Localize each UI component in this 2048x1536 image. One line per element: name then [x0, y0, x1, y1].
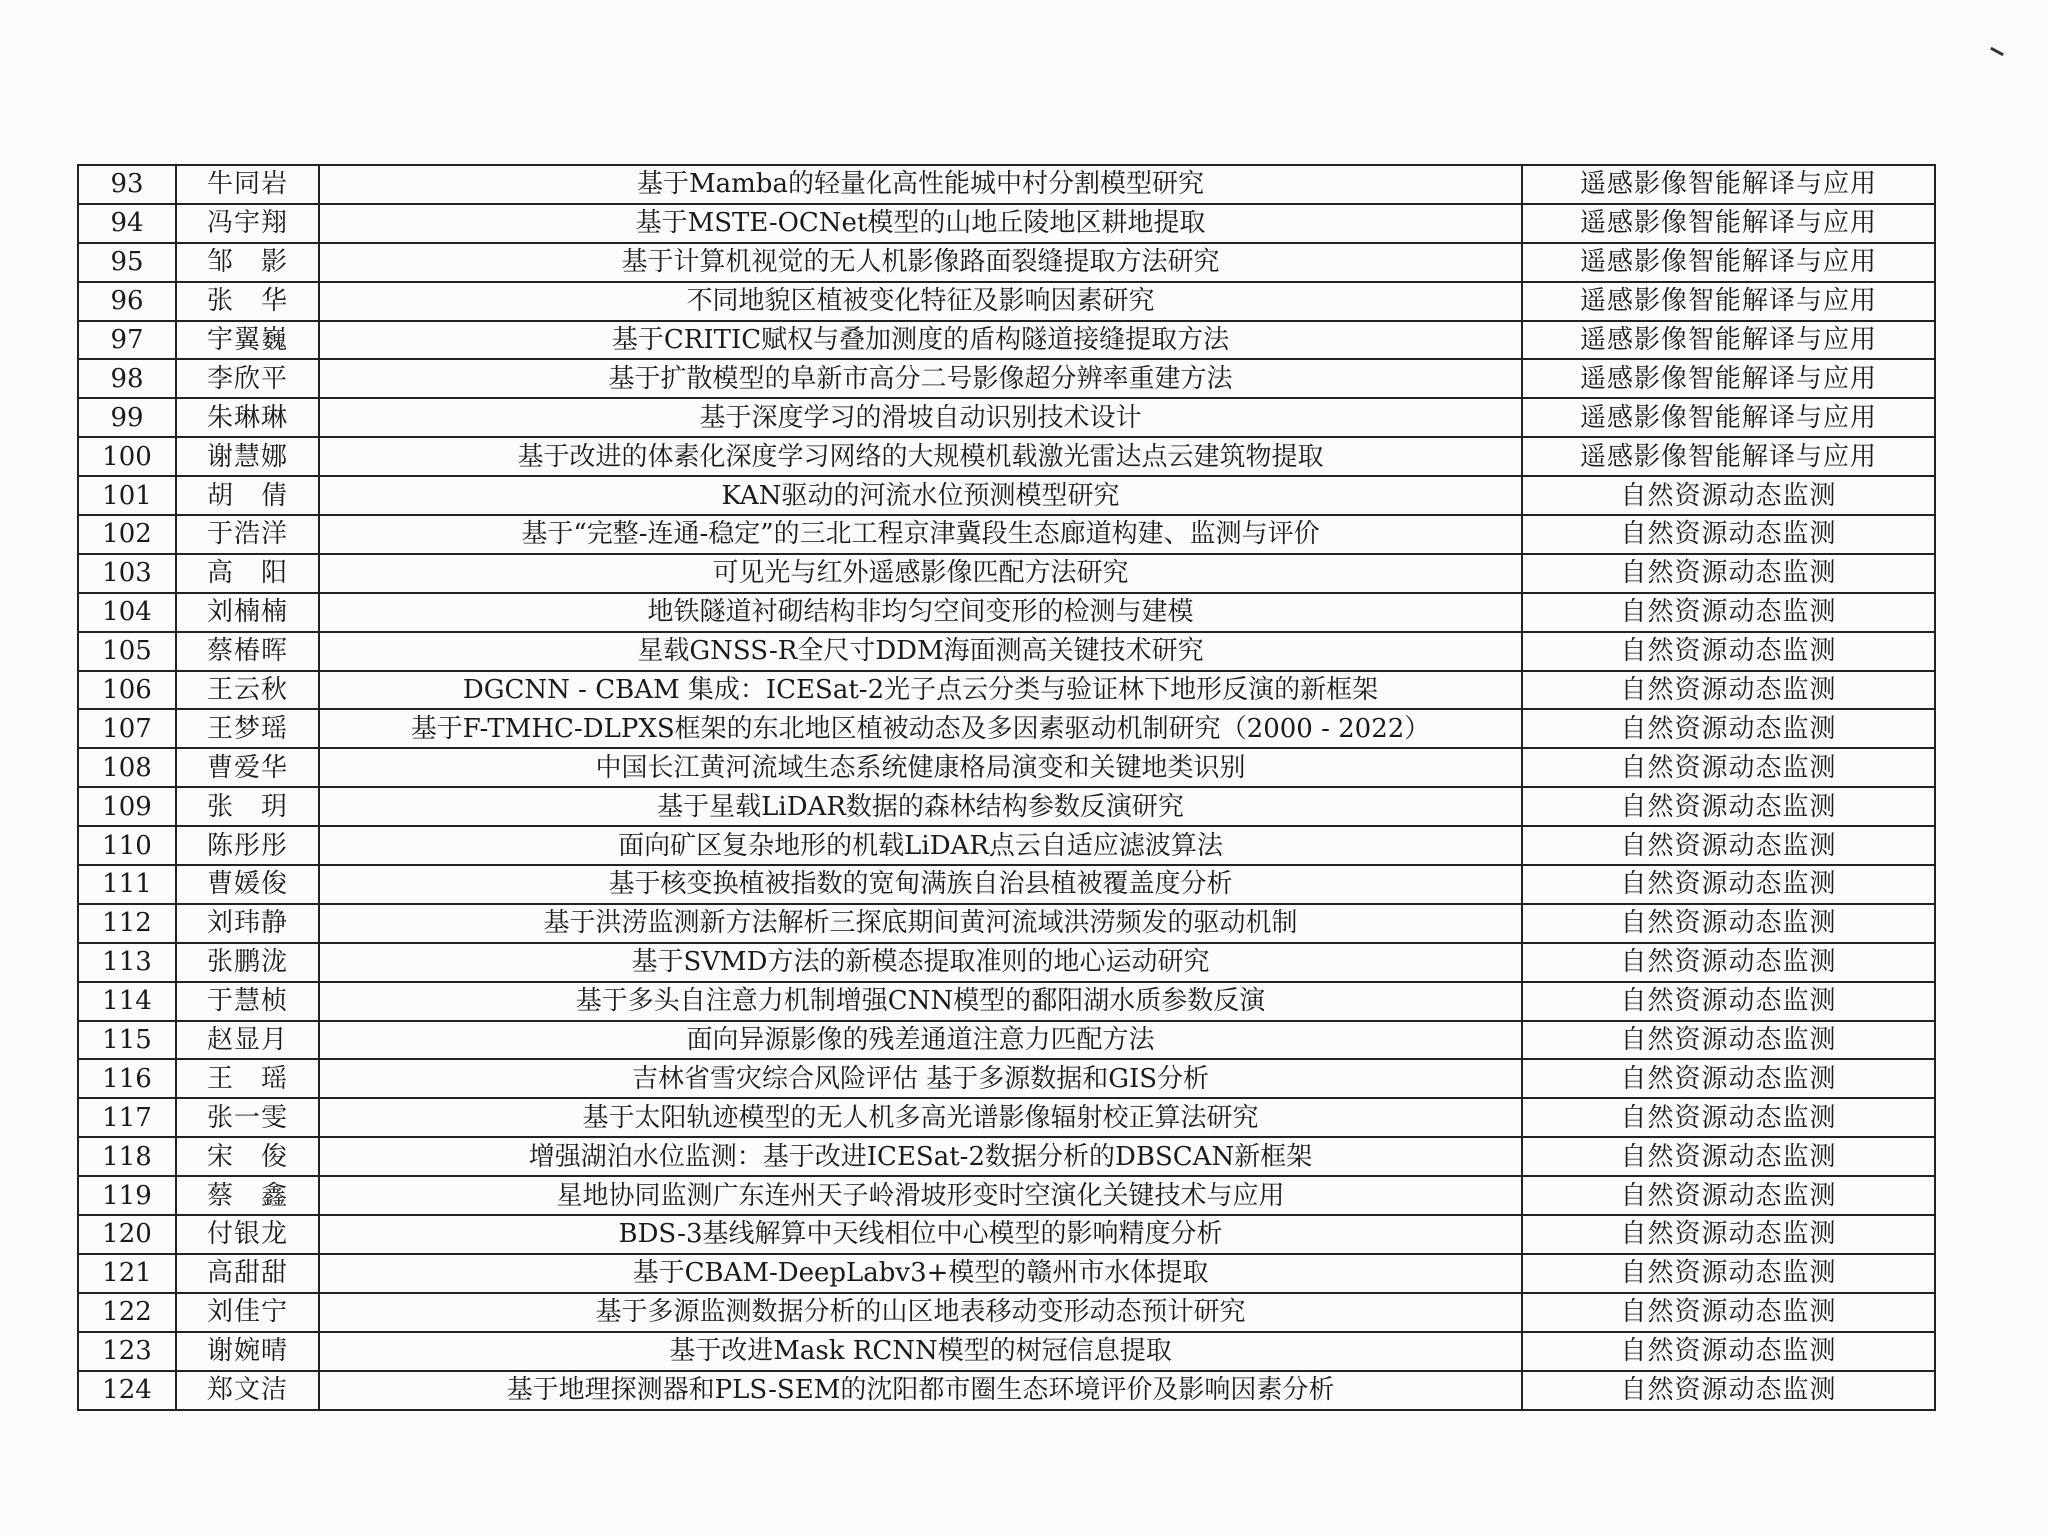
author-name: 邹 影 — [176, 243, 319, 282]
category-label: 遥感影像智能解译与应用 — [1522, 282, 1935, 321]
table-row — [78, 1098, 1935, 1137]
author-name: 张鹏泷 — [176, 943, 319, 982]
row-number: 107 — [78, 709, 176, 748]
row-number: 106 — [78, 671, 176, 710]
author-name: 宇翼巍 — [176, 321, 319, 360]
row-number: 109 — [78, 787, 176, 826]
table-row — [78, 904, 1935, 943]
author-name: 于慧桢 — [176, 982, 319, 1021]
row-number: 123 — [78, 1332, 176, 1371]
table-row — [78, 787, 1935, 826]
project-title: 星地协同监测广东连州天子岭滑坡形变时空演化关键技术与应用 — [319, 1176, 1522, 1215]
project-title: 基于改进的体素化深度学习网络的大规模机载激光雷达点云建筑物提取 — [319, 437, 1522, 476]
category-label: 遥感影像智能解译与应用 — [1522, 204, 1935, 243]
author-name: 谢慧娜 — [176, 437, 319, 476]
category-label: 自然资源动态监测 — [1522, 943, 1935, 982]
table-row — [78, 1332, 1935, 1371]
category-label: 自然资源动态监测 — [1522, 593, 1935, 632]
author-name: 曹媛俊 — [176, 865, 319, 904]
author-name: 刘玮静 — [176, 904, 319, 943]
table-row — [78, 1137, 1935, 1176]
project-title: 星载GNSS-R全尺寸DDM海面测高关键技术研究 — [319, 632, 1522, 671]
author-name: 张 华 — [176, 282, 319, 321]
project-title: 基于多源监测数据分析的山区地表移动变形动态预计研究 — [319, 1293, 1522, 1332]
row-number: 102 — [78, 515, 176, 554]
row-number: 122 — [78, 1293, 176, 1332]
author-name: 王云秋 — [176, 671, 319, 710]
project-title: 基于深度学习的滑坡自动识别技术设计 — [319, 398, 1522, 437]
category-label: 自然资源动态监测 — [1522, 865, 1935, 904]
table-row — [78, 359, 1935, 398]
category-label: 遥感影像智能解译与应用 — [1522, 437, 1935, 476]
table-row — [78, 671, 1935, 710]
table-row — [78, 515, 1935, 554]
table-row — [78, 476, 1935, 515]
row-number: 97 — [78, 321, 176, 360]
row-number: 120 — [78, 1215, 176, 1254]
project-title: 基于洪涝监测新方法解析三探底期间黄河流域洪涝频发的驱动机制 — [319, 904, 1522, 943]
table-row — [78, 632, 1935, 671]
category-label: 自然资源动态监测 — [1522, 982, 1935, 1021]
project-title: 吉林省雪灾综合风险评估 基于多源数据和GIS分析 — [319, 1059, 1522, 1098]
project-title: 可见光与红外遥感影像匹配方法研究 — [319, 554, 1522, 593]
author-name: 郑文洁 — [176, 1371, 319, 1410]
author-name: 蔡 鑫 — [176, 1176, 319, 1215]
table-row — [78, 1021, 1935, 1060]
project-title: 中国长江黄河流域生态系统健康格局演变和关键地类识别 — [319, 748, 1522, 787]
author-name: 蔡椿晖 — [176, 632, 319, 671]
row-number: 118 — [78, 1137, 176, 1176]
category-label: 自然资源动态监测 — [1522, 1021, 1935, 1060]
project-title: 地铁隧道衬砌结构非均匀空间变形的检测与建模 — [319, 593, 1522, 632]
table-row — [78, 1059, 1935, 1098]
project-title: 基于多头自注意力机制增强CNN模型的鄱阳湖水质参数反演 — [319, 982, 1522, 1021]
category-label: 自然资源动态监测 — [1522, 1059, 1935, 1098]
table-body — [78, 165, 1935, 1410]
table-row — [78, 865, 1935, 904]
row-number: 117 — [78, 1098, 176, 1137]
row-number: 96 — [78, 282, 176, 321]
category-label: 自然资源动态监测 — [1522, 1254, 1935, 1293]
category-label: 自然资源动态监测 — [1522, 1176, 1935, 1215]
project-title: 基于MSTE-OCNet模型的山地丘陵地区耕地提取 — [319, 204, 1522, 243]
table-row — [78, 943, 1935, 982]
row-number: 101 — [78, 476, 176, 515]
category-label: 自然资源动态监测 — [1522, 554, 1935, 593]
row-number: 124 — [78, 1371, 176, 1410]
author-name: 付银龙 — [176, 1215, 319, 1254]
row-number: 100 — [78, 437, 176, 476]
author-name: 张一雯 — [176, 1098, 319, 1137]
row-number: 119 — [78, 1176, 176, 1215]
row-number: 99 — [78, 398, 176, 437]
author-name: 胡 倩 — [176, 476, 319, 515]
category-label: 自然资源动态监测 — [1522, 1098, 1935, 1137]
category-label: 自然资源动态监测 — [1522, 476, 1935, 515]
category-label: 自然资源动态监测 — [1522, 1332, 1935, 1371]
author-name: 刘楠楠 — [176, 593, 319, 632]
author-name: 王梦瑶 — [176, 709, 319, 748]
category-label: 遥感影像智能解译与应用 — [1522, 398, 1935, 437]
table-row — [78, 826, 1935, 865]
project-title: 基于核变换植被指数的宽甸满族自治县植被覆盖度分析 — [319, 865, 1522, 904]
project-title: 基于扩散模型的阜新市高分二号影像超分辨率重建方法 — [319, 359, 1522, 398]
author-name: 王 瑶 — [176, 1059, 319, 1098]
table-row — [78, 748, 1935, 787]
table-row — [78, 243, 1935, 282]
row-number: 113 — [78, 943, 176, 982]
row-number: 104 — [78, 593, 176, 632]
author-name: 曹爱华 — [176, 748, 319, 787]
project-title: 面向矿区复杂地形的机载LiDAR点云自适应滤波算法 — [319, 826, 1522, 865]
project-title: BDS-3基线解算中天线相位中心模型的影响精度分析 — [319, 1215, 1522, 1254]
author-name: 高甜甜 — [176, 1254, 319, 1293]
row-number: 116 — [78, 1059, 176, 1098]
row-number: 112 — [78, 904, 176, 943]
category-label: 自然资源动态监测 — [1522, 671, 1935, 710]
table-row — [78, 1176, 1935, 1215]
project-title: 基于F-TMHC-DLPXS框架的东北地区植被动态及多因素驱动机制研究（2000 - 2022） — [319, 709, 1522, 748]
row-number: 114 — [78, 982, 176, 1021]
author-name: 张 玥 — [176, 787, 319, 826]
table-row — [78, 321, 1935, 360]
row-number: 103 — [78, 554, 176, 593]
project-title: 基于Mamba的轻量化高性能城中村分割模型研究 — [319, 165, 1522, 204]
project-title: KAN驱动的河流水位预测模型研究 — [319, 476, 1522, 515]
category-label: 自然资源动态监测 — [1522, 515, 1935, 554]
category-label: 遥感影像智能解译与应用 — [1522, 359, 1935, 398]
row-number: 94 — [78, 204, 176, 243]
project-title: 基于太阳轨迹模型的无人机多高光谱影像辐射校正算法研究 — [319, 1098, 1522, 1137]
row-number: 93 — [78, 165, 176, 204]
author-name: 赵显月 — [176, 1021, 319, 1060]
category-label: 自然资源动态监测 — [1522, 1371, 1935, 1410]
category-label: 自然资源动态监测 — [1522, 709, 1935, 748]
project-title: DGCNN - CBAM 集成：ICESat-2光子点云分类与验证林下地形反演的新框架 — [319, 671, 1522, 710]
table-row — [78, 204, 1935, 243]
category-label: 自然资源动态监测 — [1522, 1293, 1935, 1332]
row-number: 98 — [78, 359, 176, 398]
category-label: 遥感影像智能解译与应用 — [1522, 321, 1935, 360]
award-table — [77, 164, 1936, 1411]
author-name: 李欣平 — [176, 359, 319, 398]
project-title: 基于CRITIC赋权与叠加测度的盾构隧道接缝提取方法 — [319, 321, 1522, 360]
row-number: 95 — [78, 243, 176, 282]
project-title: 基于CBAM-DeepLabv3+模型的赣州市水体提取 — [319, 1254, 1522, 1293]
category-label: 自然资源动态监测 — [1522, 787, 1935, 826]
table-row — [78, 554, 1935, 593]
project-title: 基于改进Mask RCNN模型的树冠信息提取 — [319, 1332, 1522, 1371]
scan-mark — [1990, 47, 2004, 56]
category-label: 自然资源动态监测 — [1522, 748, 1935, 787]
table-row — [78, 982, 1935, 1021]
author-name: 朱琳琳 — [176, 398, 319, 437]
table-row — [78, 1215, 1935, 1254]
table-row — [78, 437, 1935, 476]
author-name: 冯宇翔 — [176, 204, 319, 243]
table-row — [78, 709, 1935, 748]
row-number: 115 — [78, 1021, 176, 1060]
project-title: 不同地貌区植被变化特征及影响因素研究 — [319, 282, 1522, 321]
row-number: 111 — [78, 865, 176, 904]
category-label: 自然资源动态监测 — [1522, 904, 1935, 943]
category-label: 遥感影像智能解译与应用 — [1522, 243, 1935, 282]
table-row — [78, 1371, 1935, 1410]
project-title: 面向异源影像的残差通道注意力匹配方法 — [319, 1021, 1522, 1060]
table-row — [78, 282, 1935, 321]
author-name: 谢婉晴 — [176, 1332, 319, 1371]
author-name: 高 阳 — [176, 554, 319, 593]
table-row — [78, 1293, 1935, 1332]
category-label: 自然资源动态监测 — [1522, 826, 1935, 865]
table-row — [78, 593, 1935, 632]
row-number: 105 — [78, 632, 176, 671]
project-title: 基于地理探测器和PLS-SEM的沈阳都市圈生态环境评价及影响因素分析 — [319, 1371, 1522, 1410]
row-number: 121 — [78, 1254, 176, 1293]
category-label: 遥感影像智能解译与应用 — [1522, 165, 1935, 204]
author-name: 宋 俊 — [176, 1137, 319, 1176]
category-label: 自然资源动态监测 — [1522, 632, 1935, 671]
author-name: 牛同岩 — [176, 165, 319, 204]
category-label: 自然资源动态监测 — [1522, 1137, 1935, 1176]
table-row — [78, 398, 1935, 437]
table-row — [78, 1254, 1935, 1293]
project-title: 基于计算机视觉的无人机影像路面裂缝提取方法研究 — [319, 243, 1522, 282]
author-name: 陈彤彤 — [176, 826, 319, 865]
project-title: 基于“完整-连通-稳定”的三北工程京津冀段生态廊道构建、监测与评价 — [319, 515, 1522, 554]
author-name: 于浩洋 — [176, 515, 319, 554]
table-row — [78, 165, 1935, 204]
project-title: 增强湖泊水位监测：基于改进ICESat-2数据分析的DBSCAN新框架 — [319, 1137, 1522, 1176]
project-title: 基于星载LiDAR数据的森林结构参数反演研究 — [319, 787, 1522, 826]
project-title: 基于SVMD方法的新模态提取准则的地心运动研究 — [319, 943, 1522, 982]
row-number: 110 — [78, 826, 176, 865]
row-number: 108 — [78, 748, 176, 787]
author-name: 刘佳宁 — [176, 1293, 319, 1332]
category-label: 自然资源动态监测 — [1522, 1215, 1935, 1254]
